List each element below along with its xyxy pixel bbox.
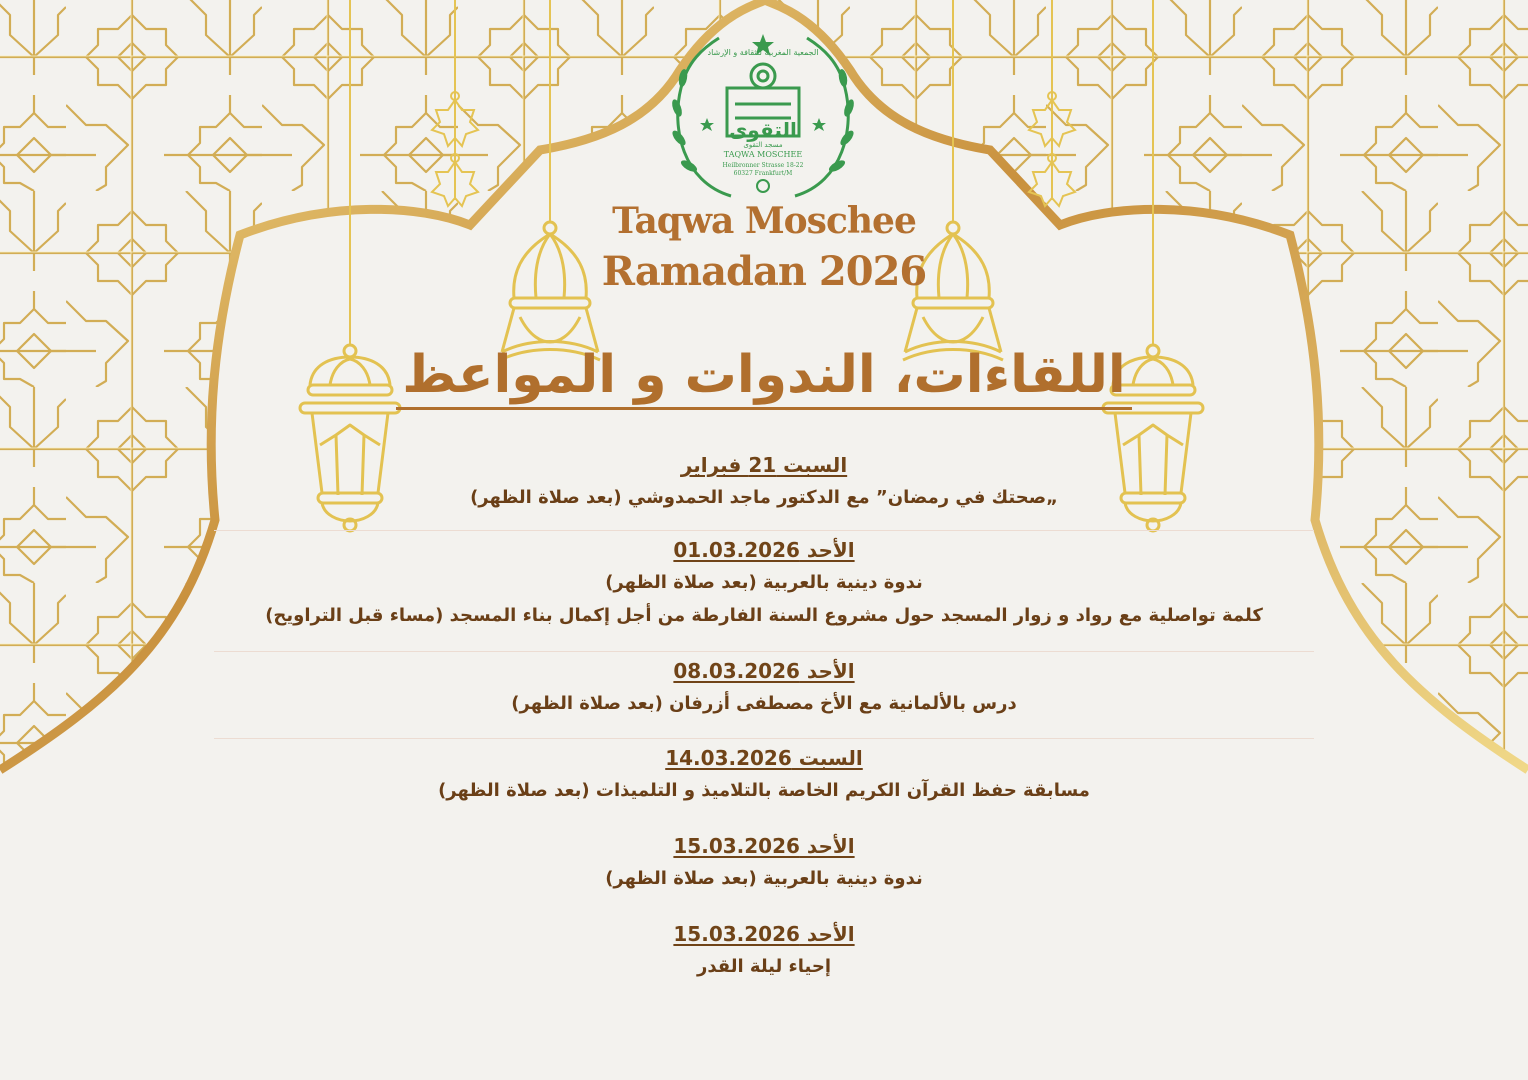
logo-arabic-name: التقوى [729, 118, 797, 142]
logo-address-2: 60327 Frankfurt/M [733, 170, 793, 177]
logo-arabic-sub: مسجد التقوى [743, 141, 783, 149]
event-date: السبت 14.03.2026 [665, 746, 863, 770]
page-title [0, 345, 1528, 405]
event-description: إحياء ليلة القدر [697, 956, 831, 977]
event-description: ندوة دينية بالعربية (بعد صلاة الظهر) [605, 572, 923, 593]
events-list [214, 446, 1314, 991]
event-item [214, 652, 1314, 739]
page-title-text: اللقاءات، الندوات و المواعظ [396, 345, 1131, 410]
event-description: ندوة دينية بالعربية (بعد صلاة الظهر) [605, 868, 923, 889]
event-date: الأحد 08.03.2026 [673, 659, 855, 683]
event-item [214, 531, 1314, 652]
mosque-name-heading: Taqwa Moschee [612, 200, 916, 242]
event-date: الأحد 15.03.2026 [673, 834, 855, 858]
event-item [214, 739, 1314, 827]
event-description: درس بالألمانية مع الأخ مصطفى أزرفان (بعد صلاة الظهر) [511, 693, 1017, 714]
event-date: الأحد 15.03.2026 [673, 922, 855, 946]
logo-address-1: Heilbronner Strasse 18-22 [722, 162, 804, 169]
event-item [214, 827, 1314, 915]
logo-arabic-arc: الجمعية المغربية للثقافة و الإرشاد [707, 48, 819, 57]
event-description: كلمة تواصلية مع رواد و زوار المسجد حول مشروع السنة الفارطة من أجل إكمال بناء المسجد (مساء قبل التراويح) [265, 605, 1263, 626]
event-description: مسابقة حفظ القرآن الكريم الخاصة بالتلاميذ و التلميذات (بعد صلاة الظهر) [438, 780, 1090, 801]
event-item [214, 446, 1314, 531]
event-date: الأحد 01.03.2026 [673, 538, 855, 562]
event-date: السبت 21 فبراير [680, 453, 848, 477]
ramadan-year-heading: Ramadan 2026 [601, 248, 927, 295]
event-item [214, 915, 1314, 991]
event-description: „صحتك في رمضان” مع الدكتور ماجد الحمدوشي (بعد صلاة الظهر) [470, 487, 1058, 508]
logo-latin-name: TAQWA MOSCHEE [723, 150, 803, 159]
